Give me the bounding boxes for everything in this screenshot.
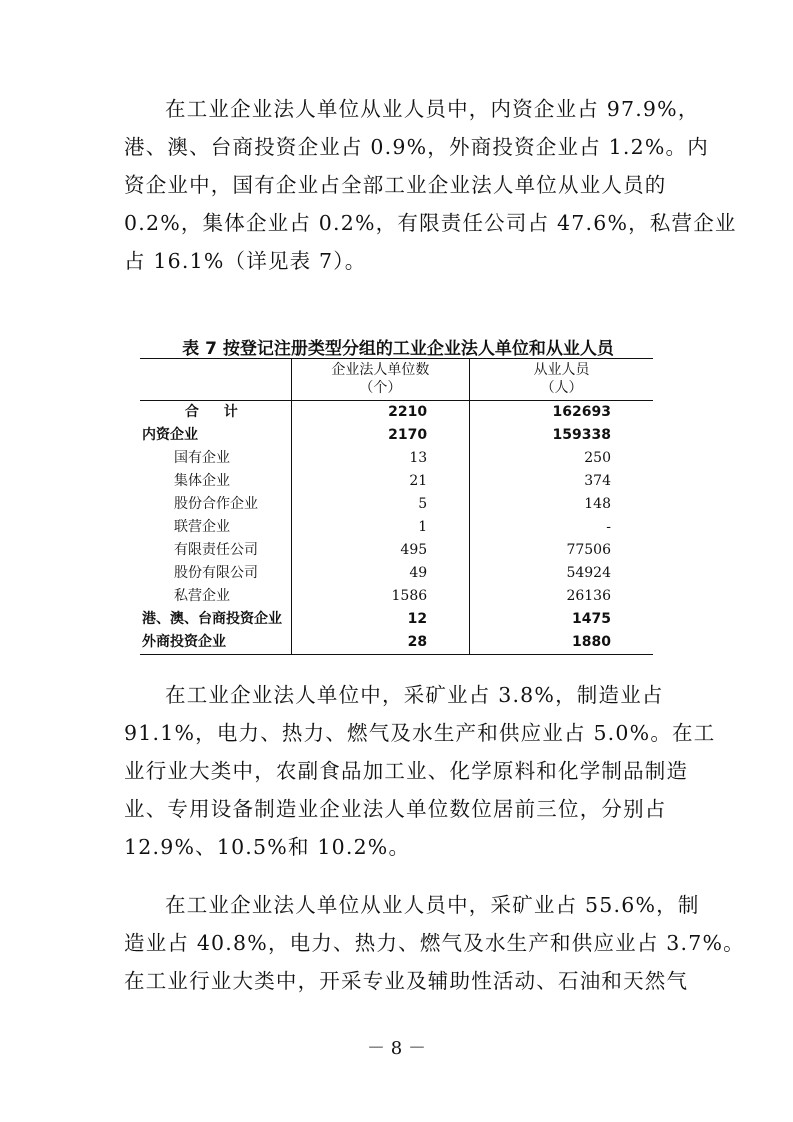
table-row (140, 516, 653, 539)
row-name: 外商投资企业 (142, 634, 226, 650)
table-row (140, 539, 653, 562)
row-employees: 148 (470, 493, 653, 516)
header-units (291, 359, 470, 401)
row-name: 合 计 (184, 404, 248, 420)
paragraph-line: 在工业行业大类中，开采专业及辅助性活动、石油和天然气 (124, 969, 689, 993)
row-units: 12 (291, 608, 470, 631)
table-row (140, 562, 653, 585)
paragraph-line: 造业占 40.8%，电力、热力、燃气及水生产和供应业占 3.7%。 (124, 931, 745, 955)
paragraph-line: 在工业企业法人单位从业人员中，内资企业占 97.9%， (165, 97, 700, 121)
row-employees: 1475 (470, 608, 653, 631)
paragraph-line: 业行业大类中，农副食品加工业、化学原料和化学制品制造 (124, 759, 689, 783)
row-units: 21 (291, 470, 470, 493)
row-employees: 77506 (470, 539, 653, 562)
paragraph-line: 资企业中，国有企业占全部工业企业法人单位从业人员的 (124, 173, 667, 197)
row-units: 49 (291, 562, 470, 585)
paragraph-line: 在工业企业法人单位从业人员中，采矿业占 55.6%，制 (165, 893, 700, 917)
row-units: 2170 (291, 424, 470, 447)
row-name: 港、澳、台商投资企业 (142, 611, 282, 627)
header-employees (470, 359, 653, 401)
row-units: 495 (291, 539, 470, 562)
header-units-label: 企业法人单位数 (331, 362, 430, 378)
row-units: 28 (291, 631, 470, 655)
paragraph-line: 91.1%，电力、热力、燃气及水生产和供应业占 5.0%。在工 (124, 721, 716, 745)
table-row (140, 470, 653, 493)
row-employees: 162693 (470, 401, 653, 425)
paragraph-2 (124, 676, 716, 866)
row-employees: 1880 (470, 631, 653, 655)
paragraph-line: 占 16.1%（详见表 7）。 (124, 249, 367, 273)
row-name: 股份有限公司 (174, 565, 258, 581)
row-employees: 159338 (470, 424, 653, 447)
header-units-unit: （个） (359, 380, 402, 396)
row-name: 集体企业 (174, 473, 230, 489)
paragraph-line: 港、澳、台商投资企业占 0.9%，外商投资企业占 1.2%。内 (124, 135, 709, 159)
page-number: － 8 － (367, 1038, 426, 1059)
header-blank-cell (140, 359, 291, 401)
row-units: 1 (291, 516, 470, 539)
paragraph-1 (124, 90, 737, 280)
row-units: 1586 (291, 585, 470, 608)
table-row-total (140, 401, 653, 425)
row-employees: 250 (470, 447, 653, 470)
row-employees: - (470, 516, 653, 539)
row-units: 2210 (291, 401, 470, 425)
table-row (140, 608, 653, 631)
row-employees: 54924 (470, 562, 653, 585)
paragraph-line: 12.9%、10.5%和 10.2%。 (124, 835, 411, 859)
paragraph-line: 业、专用设备制造业企业法人单位数位居前三位，分别占 (124, 797, 667, 821)
table-row (140, 424, 653, 447)
table-row (140, 447, 653, 470)
row-name: 内资企业 (142, 427, 198, 443)
table-header-row (140, 359, 653, 401)
table-caption: 表 7 按登记注册类型分组的工业企业法人单位和从业人员 (182, 339, 614, 359)
row-name: 私营企业 (174, 588, 230, 604)
table-row (140, 493, 653, 516)
row-name: 有限责任公司 (174, 542, 258, 558)
registration-type-table (140, 358, 653, 655)
row-name: 股份合作企业 (174, 496, 258, 512)
paragraph-3 (124, 886, 745, 1000)
header-employees-unit: （人） (540, 380, 583, 396)
header-employees-label: 从业人员 (533, 362, 590, 378)
table-row (140, 631, 653, 655)
row-units: 13 (291, 447, 470, 470)
paragraph-line: 0.2%，集体企业占 0.2%，有限责任公司占 47.6%，私营企业 (124, 211, 737, 235)
row-employees: 374 (470, 470, 653, 493)
table-row (140, 585, 653, 608)
row-units: 5 (291, 493, 470, 516)
row-employees: 26136 (470, 585, 653, 608)
row-name: 国有企业 (174, 450, 230, 466)
row-name: 联营企业 (174, 519, 230, 535)
paragraph-line: 在工业企业法人单位中，采矿业占 3.8%，制造业占 (165, 683, 664, 707)
